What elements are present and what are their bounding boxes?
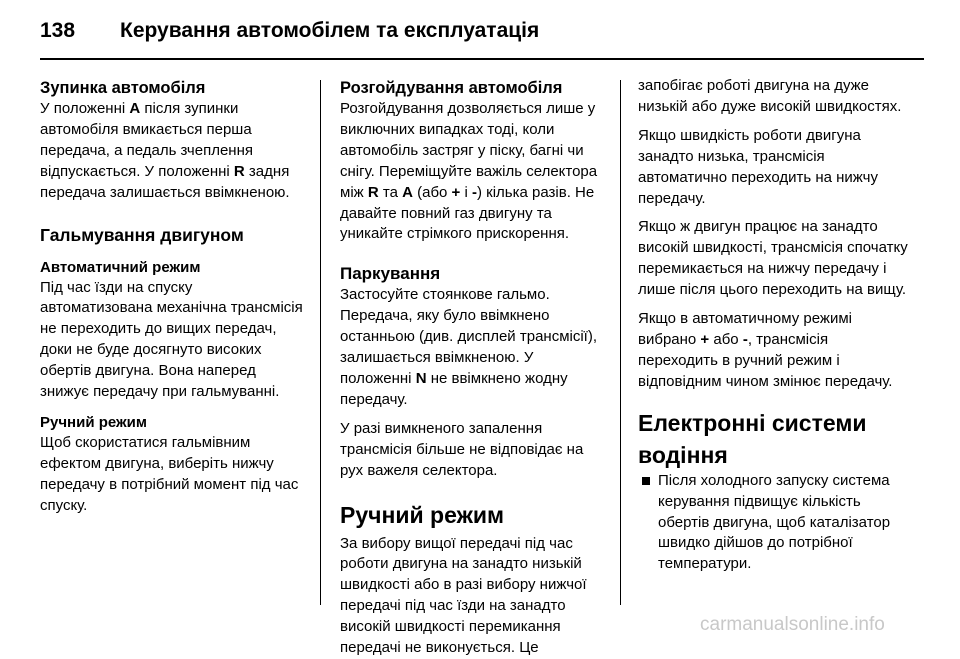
key-symbol: A [402, 183, 413, 201]
heading-stop: Зупинка автомобіля [40, 79, 206, 97]
key-symbol: + [700, 330, 710, 348]
bullet-square-icon [642, 477, 650, 485]
key-symbol: R [233, 162, 245, 180]
text-run: (або [412, 183, 452, 201]
text-run: Якщо в автоматичному режимі вибрано [638, 310, 852, 348]
paragraph-continued: запобігає роботі двигуна на дуже низькій або дуже високій швидкостях. [638, 77, 902, 115]
paragraph-stop [40, 99, 306, 204]
paragraph-ignition: У разі вимкненого запалення трансмісія більше не відповідає на рух важеля селектора. [340, 419, 584, 479]
heading-electronic-systems: Електронні системи водіння [638, 409, 867, 468]
key-symbol: - [742, 330, 748, 348]
heading-engine-braking: Гальмування двигуном [40, 224, 244, 245]
key-symbol: N [415, 369, 427, 387]
paragraph-low-speed: Якщо швидкість роботи двигуна занадто низька, трансмісія автоматично переходить на нижчу передачу. [638, 126, 878, 207]
key-symbol: A [129, 100, 141, 117]
list-item [638, 471, 910, 576]
text-run: ) кілька разів. Не давайте повний газ двигуну та уникайте стрімкого прискорення. [340, 183, 595, 243]
watermark: carmanualsonline.info [700, 614, 885, 635]
paragraph-manual-mode: За вибору вищої передачі під час роботи двигуна на занадто низькій швидкості або в разі вибору нижчої передачі під час їзди на занадто високій швидкості перемикання передачі не виконується. Це [340, 534, 587, 657]
paragraph-manual: Щоб скористатися гальмівним ефектом двигуна, виберіть нижчу передачу в потрібний момент під час спуску. [40, 433, 299, 514]
text-run: У положенні [40, 100, 130, 117]
text-run: після зупинки автомобіля вмикається перша передача, а педаль зчеплення відпускається. У положенні [40, 100, 253, 180]
column-divider [620, 80, 621, 605]
paragraph-high-speed: Якщо ж двигун працює на занадто високій швидкості, трансмісія спочатку перемикається на нижчу передачу і лише після цього переходить на вищу. [638, 218, 908, 299]
text-run: не ввімкнено жодну передачу. [340, 369, 568, 408]
text-run: і [460, 183, 472, 201]
column-left [40, 78, 306, 525]
key-symbol: R [367, 183, 379, 201]
bullet-text: Після холодного запуску система керування підвищує кількість обертів двигуна, щоб каталізатор швидко дійшов до потрібної температури. [658, 471, 891, 573]
column-middle [340, 78, 608, 659]
heading-parking: Паркування [340, 264, 441, 284]
header-rule [40, 58, 924, 60]
text-run: Застосуйте стоянкове гальмо. Передача, яку було ввімкнено останньою (див. дисплей трансмісії), залишається ввімкненою. У положенні [340, 286, 597, 387]
text-run: , трансмісія переходить в ручний режим і відповідним чином змінює передачу. [638, 330, 893, 390]
heading-manual-mode-large: Ручний режим [340, 501, 505, 528]
heading-manual-mode: Ручний режим [40, 413, 147, 431]
paragraph-parking [340, 285, 608, 410]
text-run: або [709, 330, 743, 348]
text-run: Розгойдування дозволяється лише у виключних випадках тоді, коли автомобіль застряг у піску, багні чи снігу. Переміщуйте важіль селектора між [340, 100, 598, 201]
column-divider [320, 80, 321, 605]
key-symbol: + [451, 183, 461, 201]
text-run: задня передача залишається ввімкненою. [40, 162, 290, 201]
heading-auto-mode: Автоматичний режим [40, 258, 201, 276]
key-symbol: - [471, 183, 477, 201]
paragraph-auto: Під час їзди на спуску автоматизована механічна трансмісія не переходить до вищих передач, доки не буде досягнуто високих обертів двигуна. Вона наперед знижує передачу при гальмуванні. [40, 278, 303, 401]
heading-rocking: Розгойдування автомобіля [340, 79, 563, 97]
page-header [40, 16, 920, 60]
text-run: та [378, 183, 403, 201]
paragraph-auto-to-manual [638, 309, 910, 393]
section-title: Керування автомобілем та експлуатація [120, 19, 540, 42]
column-right [638, 76, 910, 575]
paragraph-rocking [340, 99, 608, 245]
page-number: 138 [40, 19, 76, 42]
